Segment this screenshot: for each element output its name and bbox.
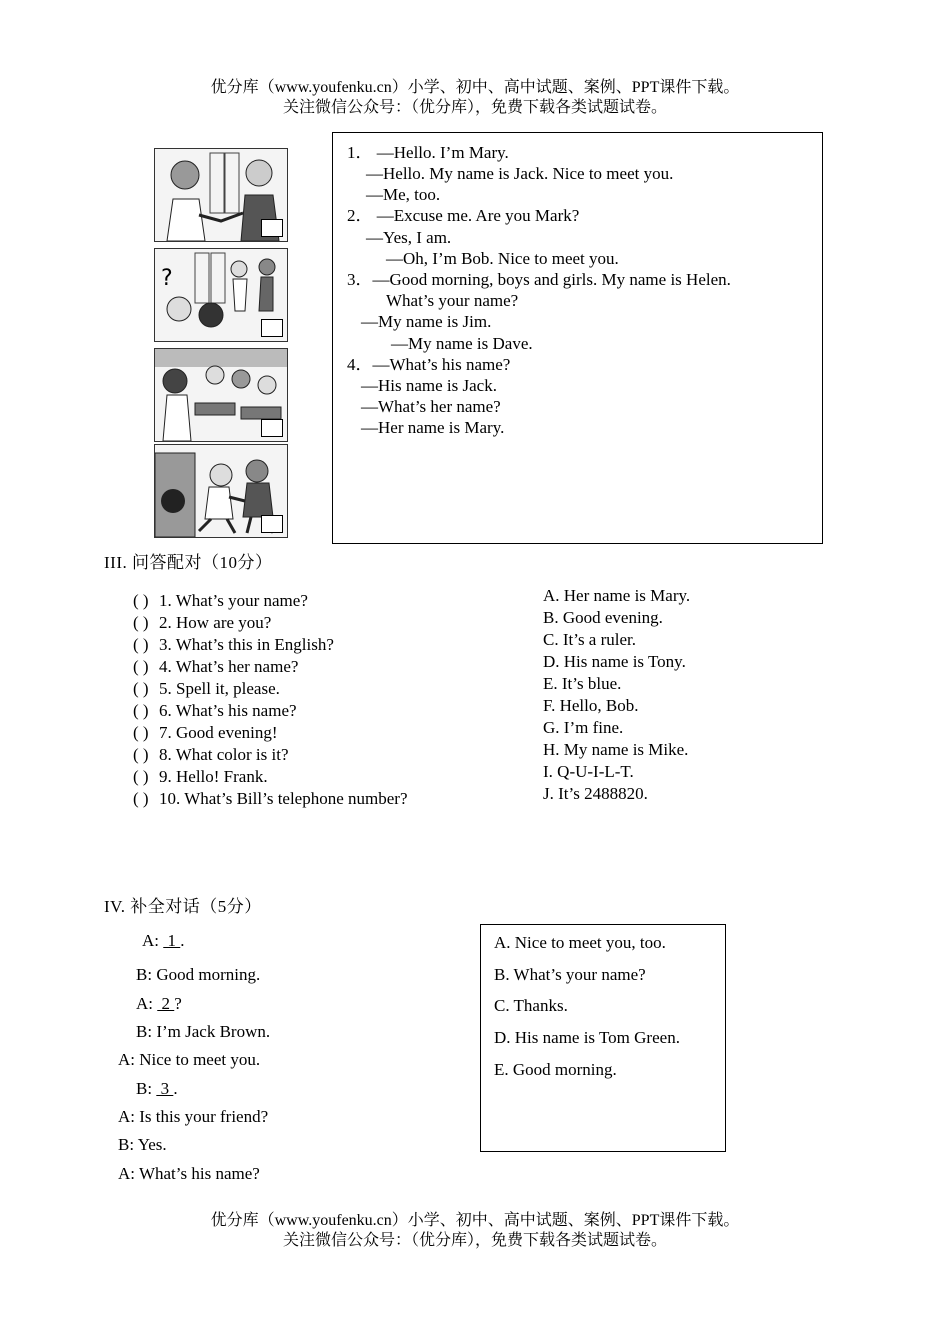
answer-option: I. Q-U-I-L-T.: [543, 762, 634, 781]
question-text: 7. Good evening!: [159, 723, 278, 742]
answer-option: B. Good evening.: [543, 608, 663, 627]
dialogue-line: —My name is Jim.: [361, 312, 492, 331]
conversation-line: B: Yes.: [118, 1135, 167, 1154]
question-text: 5. Spell it, please.: [159, 679, 280, 698]
dialogue-line: 3．—Good morning, boys and girls. My name is Helen.: [347, 270, 731, 289]
answer-option: H. My name is Mike.: [543, 740, 689, 759]
question-row: [133, 766, 268, 788]
conversation-line: A: Is this your friend?: [118, 1107, 269, 1126]
question-text: 3. What’s this in English?: [159, 635, 334, 654]
fill-blank[interactable]: 3: [156, 1079, 174, 1098]
answer-option: D. His name is Tony.: [543, 652, 686, 671]
question-text: 8. What color is it?: [159, 745, 289, 764]
answer-box: [261, 515, 283, 533]
question-row: [133, 634, 334, 656]
conversation-option: A. Nice to meet you, too.: [494, 933, 666, 952]
conversation-option: B. What’s your name?: [494, 965, 646, 984]
question-row: [133, 678, 280, 700]
answer-paren[interactable]: ( ): [133, 767, 149, 786]
conversation-line: B: Good morning.: [136, 965, 261, 984]
dialogue-line: —His name is Jack.: [361, 376, 497, 395]
question-row: [133, 590, 308, 612]
answer-paren[interactable]: ( ): [133, 745, 149, 764]
question-text: 10. What’s Bill’s telephone number?: [159, 789, 408, 808]
dialogue-line: 1． —Hello. I’m Mary.: [347, 143, 509, 162]
question-text: 2. How are you?: [159, 613, 272, 632]
conversation-option: D. His name is Tom Green.: [494, 1028, 680, 1047]
answer-paren[interactable]: ( ): [133, 723, 149, 742]
conversation-line: A: 1 .: [142, 931, 185, 950]
header-line-1: 优分库（www.youfenku.cn）小学、初中、高中试题、案例、PPT课件下载。: [210, 79, 740, 96]
answer-paren[interactable]: ( ): [133, 657, 149, 676]
picture-bus-stop: [154, 444, 288, 538]
answer-paren[interactable]: ( ): [133, 679, 149, 698]
picture-introduction: [154, 248, 288, 342]
conversation-line: A: 2 ?: [136, 994, 182, 1013]
question-row: [133, 656, 298, 678]
answer-box: [261, 219, 283, 237]
answer-paren[interactable]: ( ): [133, 635, 149, 654]
footer-line-1: 优分库（www.youfenku.cn）小学、初中、高中试题、案例、PPT课件下载。: [210, 1212, 740, 1229]
section-3-title: III. 问答配对（10分）: [104, 553, 273, 572]
dialogue-line: —My name is Dave.: [391, 334, 533, 353]
footer-line-2: 关注微信公众号：（优分库），免费下载各类试题试卷。: [282, 1232, 667, 1249]
answer-option: G. I’m fine.: [543, 718, 624, 737]
dialogue-line: —Hello. My name is Jack. Nice to meet you.: [366, 164, 674, 183]
question-text: 9. Hello! Frank.: [159, 767, 268, 786]
answer-option: A. Her name is Mary.: [543, 586, 691, 605]
dialogue-line: 2． —Excuse me. Are you Mark?: [347, 206, 580, 225]
conversation-line: A: Nice to meet you.: [118, 1050, 261, 1069]
answer-option: F. Hello, Bob.: [543, 696, 639, 715]
answer-option: C. It’s a ruler.: [543, 630, 637, 649]
dialogue-line: 4．—What’s his name?: [347, 355, 511, 374]
page-footer: [0, 1211, 950, 1251]
answer-paren[interactable]: ( ): [133, 613, 149, 632]
conversation-option: E. Good morning.: [494, 1060, 617, 1079]
answer-paren[interactable]: ( ): [133, 789, 149, 808]
question-row: [133, 788, 408, 810]
conversation-line: B: I’m Jack Brown.: [136, 1022, 271, 1041]
answer-box: [261, 419, 283, 437]
fill-blank[interactable]: 1: [163, 931, 181, 950]
question-row: [133, 722, 278, 744]
svg-text:?: ?: [161, 266, 173, 291]
question-row: [133, 744, 289, 766]
question-text: 1. What’s your name?: [159, 591, 308, 610]
dialogue-line: —Me, too.: [366, 185, 441, 204]
section-4-title: IV. 补全对话（5分）: [104, 897, 262, 916]
answer-paren[interactable]: ( ): [133, 591, 149, 610]
picture-classroom: [154, 348, 288, 442]
picture-handshake-lockers: [154, 148, 288, 242]
question-text: 4. What’s her name?: [159, 657, 299, 676]
dialogue-line: —Yes, I am.: [366, 228, 452, 247]
dialogue-line: —What’s her name?: [361, 397, 501, 416]
fill-blank[interactable]: 2: [157, 994, 175, 1013]
answer-option: J. It’s 2488820.: [543, 784, 648, 803]
conversation-line: A: What’s his name?: [118, 1164, 260, 1183]
question-row: [133, 612, 271, 634]
answer-paren[interactable]: ( ): [133, 701, 149, 720]
answer-box: [261, 319, 283, 337]
dialogue-line: —Her name is Mary.: [361, 418, 505, 437]
conversation-option: C. Thanks.: [494, 996, 568, 1015]
header-line-2: 关注微信公众号：（优分库），免费下载各类试题试卷。: [282, 99, 667, 116]
dialogue-line: —Oh, I’m Bob. Nice to meet you.: [386, 249, 619, 268]
dialogue-line: What’s your name?: [386, 291, 519, 310]
question-row: [133, 700, 297, 722]
question-text: 6. What’s his name?: [159, 701, 297, 720]
answer-option: E. It’s blue.: [543, 674, 622, 693]
page-header: [0, 78, 950, 118]
conversation-line: B: 3 .: [136, 1079, 178, 1098]
